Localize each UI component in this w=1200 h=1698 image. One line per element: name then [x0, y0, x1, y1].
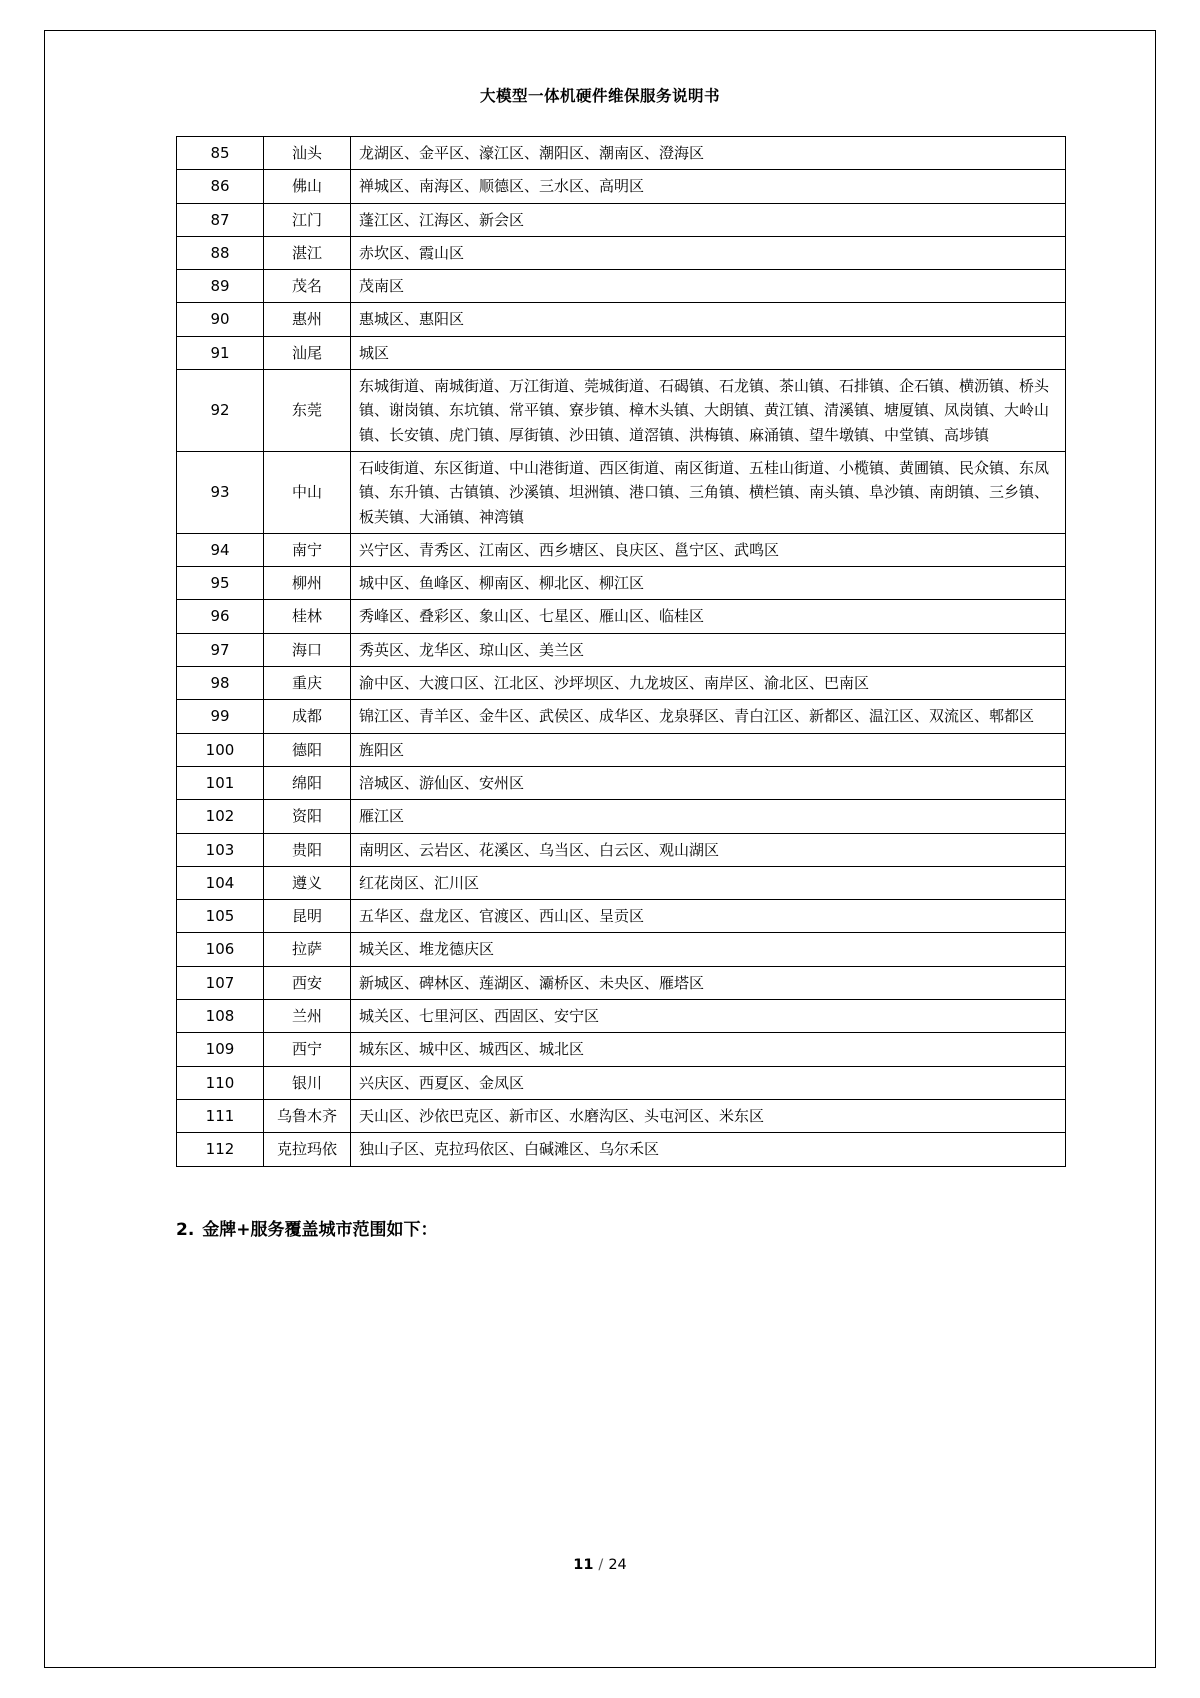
row-areas: 新城区、碑林区、莲湖区、灞桥区、未央区、雁塔区: [351, 966, 1066, 999]
table-row: [177, 966, 1066, 999]
table-row: [177, 1099, 1066, 1132]
table-row: [177, 733, 1066, 766]
row-city: 茂名: [264, 270, 351, 303]
row-no: 92: [177, 370, 264, 452]
row-areas: 茂南区: [351, 270, 1066, 303]
row-city: 湛江: [264, 236, 351, 269]
table-row: [177, 137, 1066, 170]
row-city: 兰州: [264, 1000, 351, 1033]
row-no: 103: [177, 833, 264, 866]
row-no: 100: [177, 733, 264, 766]
table-row: [177, 270, 1066, 303]
page-number-current: 11: [573, 1557, 594, 1573]
row-no: 105: [177, 900, 264, 933]
table-row: [177, 800, 1066, 833]
table-row: [177, 533, 1066, 566]
row-no: 110: [177, 1066, 264, 1099]
row-areas: 城关区、堆龙德庆区: [351, 933, 1066, 966]
row-city: 成都: [264, 700, 351, 733]
row-no: 89: [177, 270, 264, 303]
row-areas: 城东区、城中区、城西区、城北区: [351, 1033, 1066, 1066]
row-city: 西安: [264, 966, 351, 999]
row-city: 西宁: [264, 1033, 351, 1066]
table-row: [177, 766, 1066, 799]
row-city: 东莞: [264, 370, 351, 452]
table-row: [177, 303, 1066, 336]
row-city: 汕尾: [264, 336, 351, 369]
row-city: 中山: [264, 451, 351, 533]
table-row: [177, 1133, 1066, 1166]
table-row: [177, 866, 1066, 899]
row-city: 银川: [264, 1066, 351, 1099]
row-areas: 赤坎区、霞山区: [351, 236, 1066, 269]
table-row: [177, 667, 1066, 700]
row-city: 资阳: [264, 800, 351, 833]
row-no: 98: [177, 667, 264, 700]
table-row: [177, 336, 1066, 369]
row-city: 柳州: [264, 567, 351, 600]
row-areas: 东城街道、南城街道、万江街道、莞城街道、石碣镇、石龙镇、茶山镇、石排镇、企石镇、横沥镇、桥头镇、谢岗镇、东坑镇、常平镇、寮步镇、樟木头镇、大朗镇、黄江镇、清溪镇、塘厦镇、凤岗镇、大岭山镇、长安镇、虎门镇、厚街镇、沙田镇、道滘镇、洪梅镇、麻涌镇、望牛墩镇、中堂镇、高埗镇: [351, 370, 1066, 452]
row-areas: 兴宁区、青秀区、江南区、西乡塘区、良庆区、邕宁区、武鸣区: [351, 533, 1066, 566]
table-row: [177, 600, 1066, 633]
row-no: 85: [177, 137, 264, 170]
row-city: 贵阳: [264, 833, 351, 866]
section-number: 2.: [176, 1219, 195, 1240]
row-areas: 独山子区、克拉玛依区、白碱滩区、乌尔禾区: [351, 1133, 1066, 1166]
row-areas: 红花岗区、汇川区: [351, 866, 1066, 899]
row-city: 江门: [264, 203, 351, 236]
row-city: 海口: [264, 633, 351, 666]
row-no: 93: [177, 451, 264, 533]
row-no: 86: [177, 170, 264, 203]
row-no: 87: [177, 203, 264, 236]
table-row: [177, 633, 1066, 666]
row-no: 90: [177, 303, 264, 336]
page-number-total: 24: [608, 1557, 627, 1573]
row-no: 95: [177, 567, 264, 600]
row-city: 拉萨: [264, 933, 351, 966]
row-areas: 城关区、七里河区、西固区、安宁区: [351, 1000, 1066, 1033]
row-areas: 石岐街道、东区街道、中山港街道、西区街道、南区街道、五桂山街道、小榄镇、黄圃镇、民众镇、东凤镇、东升镇、古镇镇、沙溪镇、坦洲镇、港口镇、三角镇、横栏镇、南头镇、阜沙镇、南朗镇、三乡镇、板芙镇、大涌镇、神湾镇: [351, 451, 1066, 533]
row-areas: 天山区、沙依巴克区、新市区、水磨沟区、头屯河区、米东区: [351, 1099, 1066, 1132]
row-city: 惠州: [264, 303, 351, 336]
page-content: [100, 60, 1100, 1240]
row-no: 101: [177, 766, 264, 799]
table-row: [177, 900, 1066, 933]
row-city: 德阳: [264, 733, 351, 766]
row-city: 昆明: [264, 900, 351, 933]
table-row: [177, 700, 1066, 733]
table-row: [177, 1066, 1066, 1099]
row-no: 96: [177, 600, 264, 633]
table-row: [177, 567, 1066, 600]
row-areas: 南明区、云岩区、花溪区、乌当区、白云区、观山湖区: [351, 833, 1066, 866]
row-areas: 旌阳区: [351, 733, 1066, 766]
row-city: 桂林: [264, 600, 351, 633]
row-areas: 城中区、鱼峰区、柳南区、柳北区、柳江区: [351, 567, 1066, 600]
row-areas: 雁江区: [351, 800, 1066, 833]
row-no: 107: [177, 966, 264, 999]
row-areas: 兴庆区、西夏区、金凤区: [351, 1066, 1066, 1099]
row-no: 112: [177, 1133, 264, 1166]
row-city: 绵阳: [264, 766, 351, 799]
row-no: 99: [177, 700, 264, 733]
table-row: [177, 1033, 1066, 1066]
row-city: 佛山: [264, 170, 351, 203]
table-row: [177, 170, 1066, 203]
row-areas: 惠城区、惠阳区: [351, 303, 1066, 336]
row-areas: 禅城区、南海区、顺德区、三水区、高明区: [351, 170, 1066, 203]
row-areas: 龙湖区、金平区、濠江区、潮阳区、潮南区、澄海区: [351, 137, 1066, 170]
row-city: 乌鲁木齐: [264, 1099, 351, 1132]
row-city: 汕头: [264, 137, 351, 170]
row-areas: 渝中区、大渡口区、江北区、沙坪坝区、九龙坡区、南岸区、渝北区、巴南区: [351, 667, 1066, 700]
row-areas: 秀峰区、叠彩区、象山区、七星区、雁山区、临桂区: [351, 600, 1066, 633]
row-city: 南宁: [264, 533, 351, 566]
row-no: 106: [177, 933, 264, 966]
row-areas: 涪城区、游仙区、安州区: [351, 766, 1066, 799]
row-no: 91: [177, 336, 264, 369]
table-row: [177, 203, 1066, 236]
row-no: 111: [177, 1099, 264, 1132]
row-city: 遵义: [264, 866, 351, 899]
page-number-separator: /: [598, 1557, 604, 1573]
row-areas: 城区: [351, 336, 1066, 369]
row-areas: 秀英区、龙华区、琼山区、美兰区: [351, 633, 1066, 666]
service-coverage-table: [176, 136, 1066, 1167]
row-no: 97: [177, 633, 264, 666]
table-row: [177, 236, 1066, 269]
row-no: 104: [177, 866, 264, 899]
table-row: [177, 370, 1066, 452]
row-city: 克拉玛依: [264, 1133, 351, 1166]
section-heading: [176, 1215, 1100, 1240]
table-row: [177, 833, 1066, 866]
row-no: 94: [177, 533, 264, 566]
table-row: [177, 451, 1066, 533]
page-footer: [0, 1557, 1200, 1573]
table-body: [177, 137, 1066, 1167]
table-row: [177, 1000, 1066, 1033]
row-areas: 五华区、盘龙区、官渡区、西山区、呈贡区: [351, 900, 1066, 933]
row-city: 重庆: [264, 667, 351, 700]
row-no: 109: [177, 1033, 264, 1066]
table-row: [177, 933, 1066, 966]
row-no: 102: [177, 800, 264, 833]
document-header-title: 大模型一体机硬件维保服务说明书: [479, 87, 720, 105]
row-no: 108: [177, 1000, 264, 1033]
row-areas: 锦江区、青羊区、金牛区、武侯区、成华区、龙泉驿区、青白江区、新都区、温江区、双流区、郫都区: [351, 700, 1066, 733]
section-title-text: 金牌+服务覆盖城市范围如下：: [202, 1219, 438, 1240]
row-no: 88: [177, 236, 264, 269]
row-areas: 蓬江区、江海区、新会区: [351, 203, 1066, 236]
